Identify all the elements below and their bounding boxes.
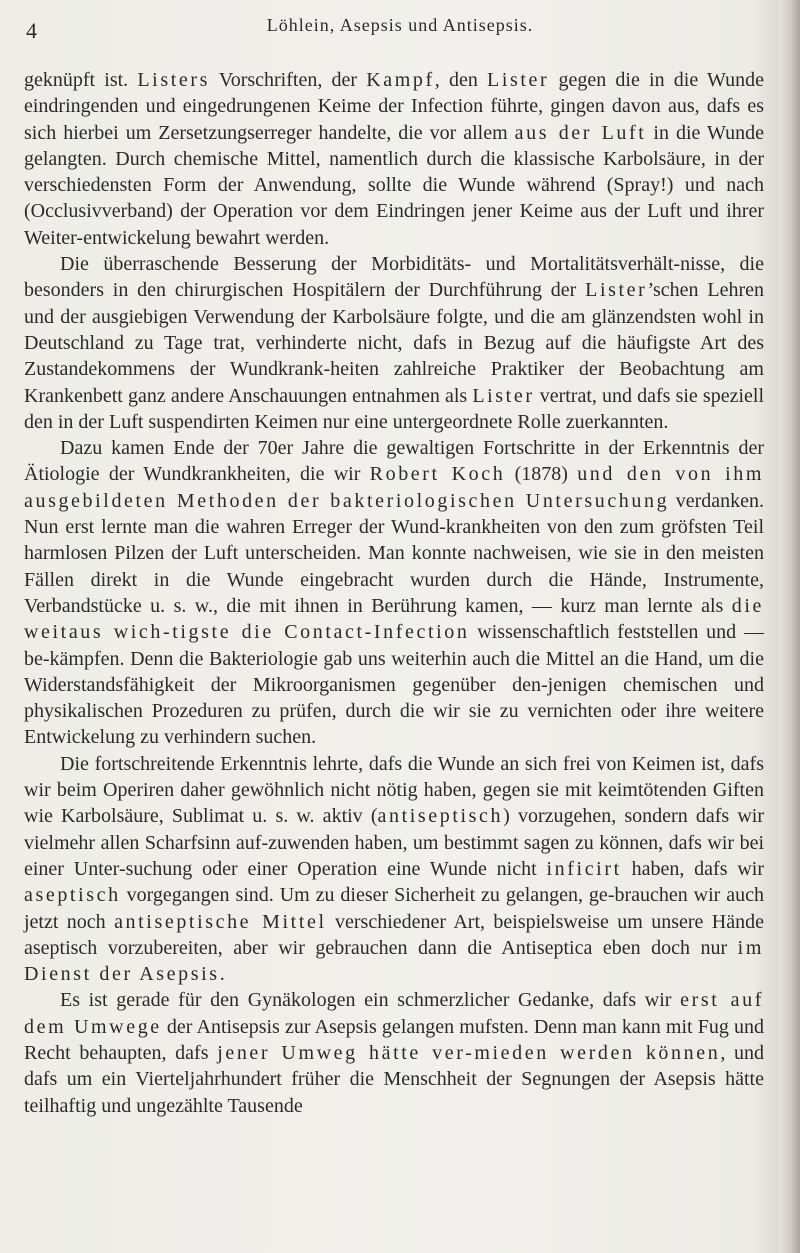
text-run: geknüpft ist. [24,69,138,91]
paragraph-5 [24,987,764,1118]
emphasis-spaced: antiseptisch [377,805,504,828]
text-run: der Antisepsis zur Asepsis gelangen mufsten. Denn man kann mit Fug und Recht behaupten, dafs [24,1015,764,1064]
text-run: (1878) [505,463,578,486]
text-run: . [219,963,225,986]
emphasis-spaced: im Dienst der Asepsis [24,936,764,986]
running-head: Löhlein, Asepsis und Antisepsis. [266,15,534,35]
text-run: ’schen Lehren und der ausgiebigen Verwendung der Karbolsäure folgte, und die am glänzendsten wohl in Deutschland zu Tage trat, verhinderte nicht, dafs in Bezug auf die häufigste Art des Zustandekommens der Wundkrank-heiten zahlreiche Praktiker der Beobachtung am Krankenbett ganz andere Anschauungen entnahmen als [24,279,764,407]
text-run: vorgegangen sind. Um zu dieser Sicherheit zu gelangen, ge-brauchen wir auch jetzt noch [24,884,764,933]
text-run: Die fortschreitende Erkenntnis lehrte, dafs die Wunde an sich frei von Keimen ist, dafs wir beim Operiren daher gewöhnlich nicht nötig haben, gegen sie mit keimtötenden Giften wie Karbolsäure, Sublimat u. s. w. aktiv ( [24,752,764,828]
emphasis-spaced: Lister [585,279,648,302]
paragraph-1 [24,67,764,251]
paragraph-2 [24,251,764,435]
paragraph-3 [24,435,764,751]
text-run: haben, dafs wir [621,857,764,880]
emphasis-spaced: Robert Koch [369,463,506,486]
text-run: wissenschaftlich feststellen und — be-kämpfen. Denn die Bakteriologie gab uns weiterhin auch die Mittel an die Hand, um die Widerstandsfähigkeit der Mikroorganismen gegenüber den-jenigen chemischen und physikalischen Prozeduren zu prüfen, durch die wir sie zu vernichten oder ihre weitere Entwickelung zu verhindern suchen. [24,621,764,749]
text-run: Vorschriften, der [210,69,367,91]
emphasis-spaced: inficirt [546,857,622,880]
body-text [24,67,764,1119]
page-number: 4 [26,18,37,43]
emphasis-spaced: Listers [137,69,210,91]
emphasis-spaced: Kampf [366,69,435,91]
emphasis-spaced: und den von ihm ausgebildeten Methoden der bakteriologischen Untersuchung [24,463,765,512]
emphasis-spaced: die weitaus wich-tigste die Contact-Infection [24,594,764,644]
emphasis-spaced: antiseptische Mittel [114,910,327,933]
text-run: gegen die in die Wunde eindringenden und eingedrungenen Keime der Infection führte, gingen davon aus, dafs es sich hierbei um Zersetzungserreger handelte, die vor allem [24,69,764,144]
text-run: vertrat, und dafs sie speziell den in der Luft suspendirten Keimen nur eine untergeordnete Rolle zuerkannten. [24,384,764,433]
text-run: in die Wunde gelangten. Durch chemische Mittel, namentlich durch die klassische Karbolsäure, in der verschiedensten Form der Anwendung, sollte die Wunde während (Spray!) und nach (Occlusivverband) der Operation vor dem Eindringen jener Keime aus der Luft und ihrer Weiter-entwickelung bewahrt werden. [24,121,764,249]
text-run: Es ist gerade für den Gynäkologen ein schmerzlicher Gedanke, dafs wir [60,989,681,1012]
text-run: verdanken. Nun erst lernte man die wahren Erreger der Wund-krankheiten von den zum gröfsten Teil harmlosen Pilzen der Luft unterscheiden. Man konnte nachweisen, wie sie in den meisten Fällen direkt in die Wunde eingebracht wurden durch die Hände, Instrumente, Verbandstücke u. s. w., die mit ihnen in Berührung kamen, — kurz man lernte als [24,489,765,617]
emphasis-spaced: Lister [487,69,550,91]
emphasis-spaced: Lister [472,384,535,407]
text-run: ) vorzugehen, sondern dafs wir vielmehr allen Scharfsinn auf-zuwenden haben, um bestimmt sagen zu können, dafs wir bei einer Unter-suchung oder einer Operation eine Wunde nicht [24,805,764,880]
page-edge-shadow [778,0,800,1253]
text-run: , den [434,69,488,91]
text-run: verschiedener Art, beispielsweise um unsere Hände aseptisch vorzubereiten, aber wir gebrauchen dann die Antiseptica eben doch nur [24,910,764,959]
paragraph-4 [24,751,764,988]
text-run: Die überraschende Besserung der Morbiditäts- und Mortalitätsverhält-nisse, die besonders in den chirurgischen Hospitälern der Durchführung der [24,253,764,302]
emphasis-spaced: erst auf dem Umwege [24,989,764,1038]
emphasis-spaced: aus der Luft [514,121,647,144]
text-run: , und dafs um ein Vierteljahrhundert früher die Menschheit der Segnungen der Asepsis hätte teilhaftig und ungezählte Tausende [24,1041,764,1117]
emphasis-spaced: aseptisch [24,884,121,907]
text-run: Dazu kamen Ende der 70er Jahre die gewaltigen Fortschritte in der Erkenntnis der Ätiologie der Wundkrankheiten, die wir [24,437,764,486]
emphasis-spaced: jener Umweg hätte ver-mieden werden können [217,1041,721,1064]
